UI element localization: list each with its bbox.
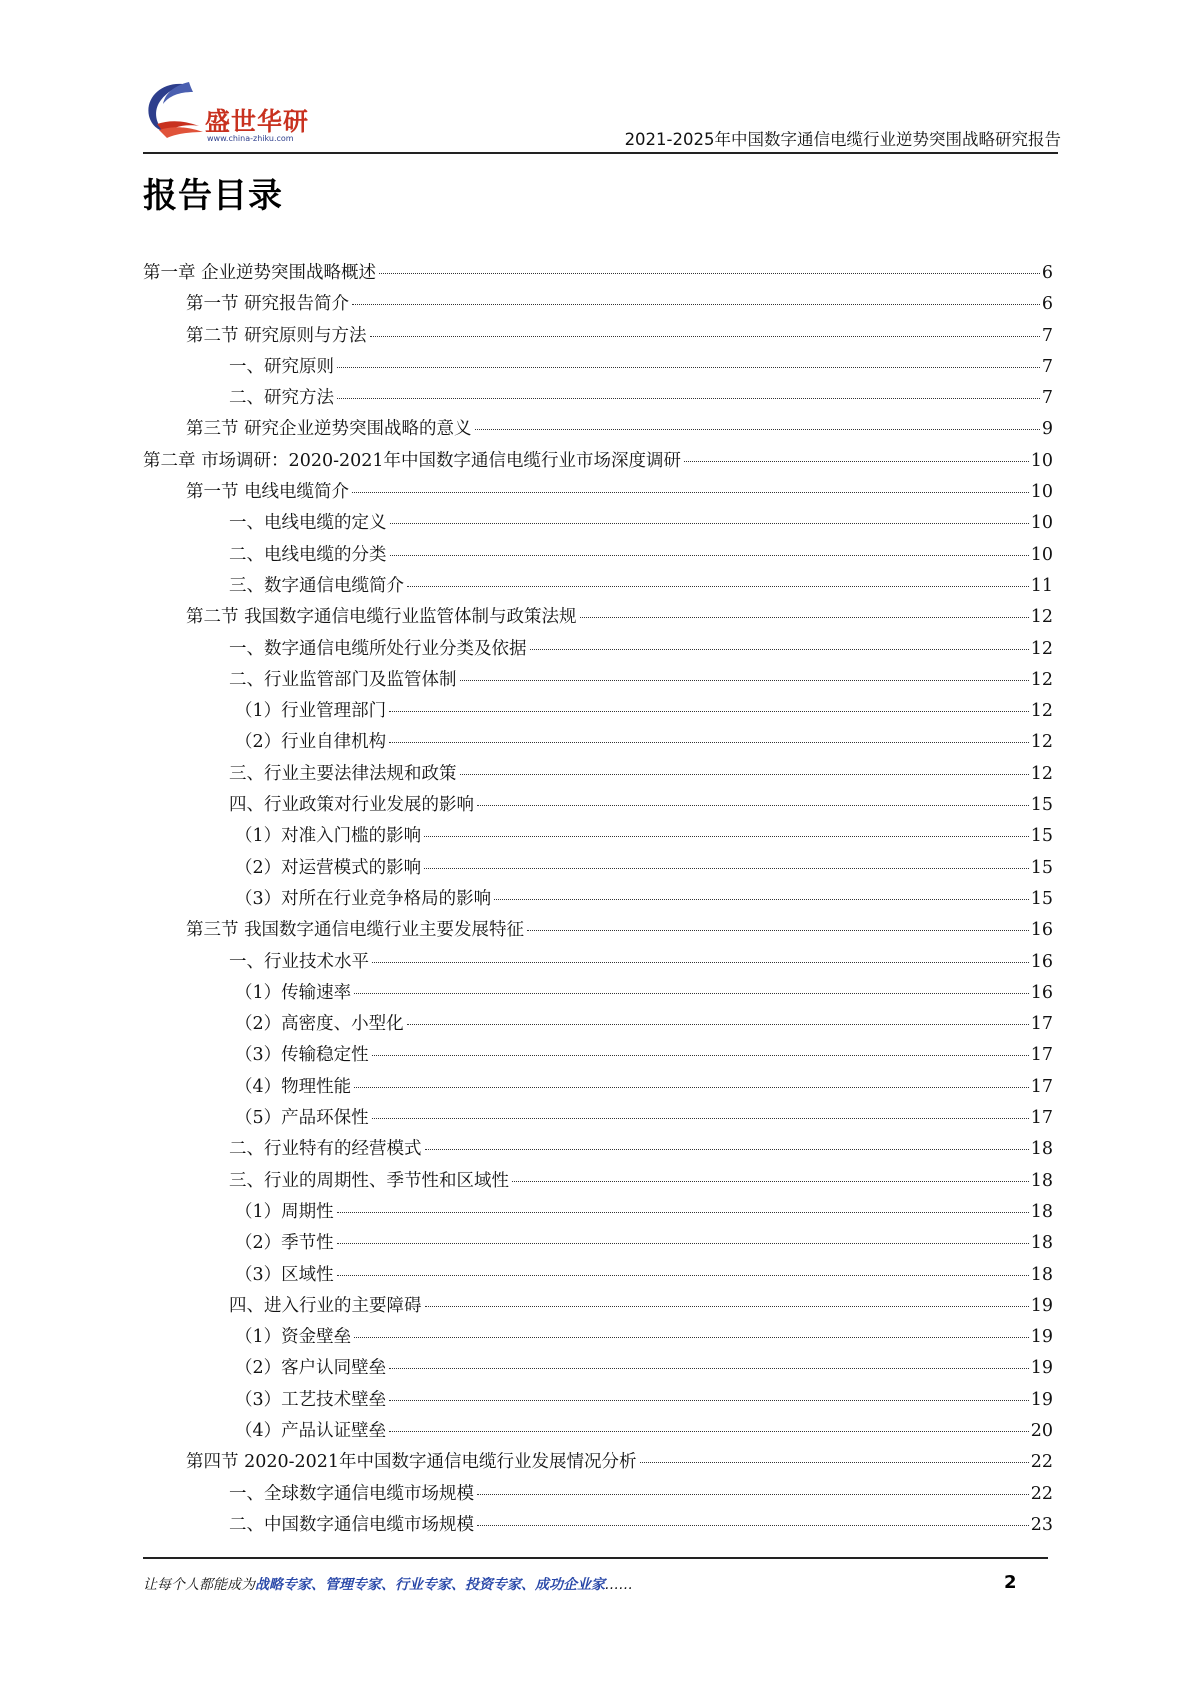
toc-entry[interactable] bbox=[143, 822, 1053, 853]
toc-entry-label: 四、进入行业的主要障碍 bbox=[229, 1295, 422, 1316]
toc-entry-page: 7 bbox=[1041, 388, 1053, 409]
toc-leader-dots bbox=[477, 1524, 1029, 1526]
toc-entry[interactable] bbox=[143, 1261, 1053, 1292]
toc-entry-page: 6 bbox=[1041, 263, 1053, 283]
toc-leader-dots bbox=[372, 1117, 1029, 1119]
toc-entry-label: （2）行业自律机构 bbox=[235, 732, 387, 753]
toc-entry-page: 20 bbox=[1030, 1420, 1053, 1441]
toc-entry-label: （1）行业管理部门 bbox=[235, 701, 387, 722]
toc-entry-label: 二、研究方法 bbox=[229, 388, 334, 409]
toc-entry-page: 16 bbox=[1030, 951, 1053, 972]
toc-leader-dots bbox=[477, 1493, 1029, 1495]
table-of-contents bbox=[143, 259, 1053, 1542]
toc-entry-page: 12 bbox=[1030, 732, 1053, 753]
toc-entry[interactable] bbox=[143, 728, 1053, 759]
toc-leader-dots bbox=[389, 1367, 1029, 1369]
toc-leader-dots bbox=[337, 1274, 1029, 1276]
footer-slogan bbox=[143, 1574, 633, 1594]
toc-entry-page: 18 bbox=[1030, 1233, 1053, 1254]
toc-entry-label: 四、行业政策对行业发展的影响 bbox=[229, 795, 474, 816]
toc-leader-dots bbox=[684, 460, 1029, 462]
toc-entry-page: 15 bbox=[1030, 888, 1053, 909]
toc-entry[interactable] bbox=[143, 791, 1053, 822]
toc-entry-label: （3）对所在行业竞争格局的影响 bbox=[235, 888, 492, 909]
toc-entry-label: 一、行业技术水平 bbox=[229, 951, 369, 972]
toc-leader-dots bbox=[527, 929, 1029, 931]
toc-entry-label: （1）对准入门槛的影响 bbox=[235, 826, 422, 847]
toc-leader-dots bbox=[337, 397, 1040, 399]
toc-entry-page: 10 bbox=[1030, 482, 1053, 503]
toc-entry[interactable] bbox=[143, 447, 1053, 478]
toc-entry-label: （2）高密度、小型化 bbox=[235, 1014, 404, 1035]
toc-entry-label: 第一章 企业逆势突围战略概述 bbox=[143, 263, 377, 283]
toc-entry-page: 10 bbox=[1030, 450, 1053, 471]
toc-entry-label: 一、电线电缆的定义 bbox=[229, 513, 387, 534]
toc-entry-page: 19 bbox=[1030, 1327, 1053, 1348]
toc-entry[interactable] bbox=[143, 979, 1053, 1010]
toc-leader-dots bbox=[390, 554, 1029, 556]
toc-entry-label: （3）区域性 bbox=[235, 1264, 334, 1285]
company-logo bbox=[143, 80, 313, 150]
toc-entry[interactable] bbox=[143, 290, 1053, 321]
toc-entry-page: 12 bbox=[1030, 607, 1053, 628]
toc-entry[interactable] bbox=[143, 259, 1053, 290]
toc-entry-page: 19 bbox=[1030, 1295, 1053, 1316]
toc-entry-label: （1）传输速率 bbox=[235, 982, 352, 1003]
toc-entry-page: 6 bbox=[1041, 294, 1053, 315]
toc-entry[interactable] bbox=[143, 1198, 1053, 1229]
toc-entry[interactable] bbox=[143, 509, 1053, 540]
toc-entry-page: 12 bbox=[1030, 638, 1053, 659]
toc-leader-dots bbox=[370, 335, 1040, 337]
toc-entry-label: 二、行业特有的经营模式 bbox=[229, 1139, 422, 1160]
toc-leader-dots bbox=[512, 1180, 1029, 1182]
toc-entry[interactable] bbox=[143, 322, 1053, 353]
header-divider bbox=[143, 152, 1058, 154]
toc-entry-page: 12 bbox=[1030, 669, 1053, 690]
footer-highlight: 战略专家、管理专家、行业专家、投资专家、成功企业家 bbox=[255, 1577, 605, 1593]
toc-entry[interactable] bbox=[143, 1104, 1053, 1135]
toc-entry-label: 二、行业监管部门及监管体制 bbox=[229, 669, 457, 690]
toc-entry-page: 15 bbox=[1030, 795, 1053, 816]
toc-entry-label: 二、电线电缆的分类 bbox=[229, 544, 387, 565]
toc-entry-label: （5）产品环保性 bbox=[235, 1108, 369, 1129]
toc-entry-page: 22 bbox=[1030, 1483, 1053, 1504]
toc-entry[interactable] bbox=[143, 415, 1053, 446]
toc-entry[interactable] bbox=[143, 854, 1053, 885]
toc-entry[interactable] bbox=[143, 1167, 1053, 1198]
toc-entry-page: 16 bbox=[1030, 920, 1053, 941]
toc-entry-label: 第三节 我国数字通信电缆行业主要发展特征 bbox=[186, 920, 525, 941]
toc-entry-label: 第二节 研究原则与方法 bbox=[186, 325, 367, 346]
toc-entry-page: 10 bbox=[1030, 513, 1053, 534]
toc-entry[interactable] bbox=[143, 1417, 1053, 1448]
toc-leader-dots bbox=[407, 1023, 1029, 1025]
toc-entry-label: 二、中国数字通信电缆市场规模 bbox=[229, 1514, 474, 1535]
toc-entry-page: 17 bbox=[1030, 1014, 1053, 1035]
toc-entry[interactable] bbox=[143, 916, 1053, 947]
toc-leader-dots bbox=[494, 898, 1029, 900]
toc-entry-page: 9 bbox=[1041, 419, 1053, 440]
toc-entry[interactable] bbox=[143, 697, 1053, 728]
toc-leader-dots bbox=[389, 1399, 1029, 1401]
toc-entry-page: 17 bbox=[1030, 1045, 1053, 1066]
toc-entry[interactable] bbox=[143, 478, 1053, 509]
toc-entry-page: 12 bbox=[1030, 701, 1053, 722]
toc-entry[interactable] bbox=[143, 666, 1053, 697]
toc-entry-page: 22 bbox=[1030, 1452, 1053, 1473]
toc-entry-label: 第二章 市场调研：2020-2021年中国数字通信电缆行业市场深度调研 bbox=[143, 450, 682, 471]
logo-name: 盛世华研 bbox=[205, 107, 310, 136]
toc-entry[interactable] bbox=[143, 1448, 1053, 1479]
toc-entry[interactable] bbox=[143, 1323, 1053, 1354]
toc-leader-dots bbox=[425, 1148, 1029, 1150]
toc-entry-label: 一、数字通信电缆所处行业分类及依据 bbox=[229, 638, 527, 659]
toc-entry-label: 第一节 研究报告简介 bbox=[186, 294, 350, 315]
toc-entry-page: 16 bbox=[1030, 982, 1053, 1003]
toc-entry-page: 15 bbox=[1030, 857, 1053, 878]
toc-leader-dots bbox=[337, 1242, 1029, 1244]
toc-entry-label: 第一节 电线电缆简介 bbox=[186, 482, 350, 503]
toc-entry-page: 15 bbox=[1030, 826, 1053, 847]
toc-entry-page: 18 bbox=[1030, 1139, 1053, 1160]
toc-entry-page: 18 bbox=[1030, 1170, 1053, 1191]
toc-entry-label: 一、研究原则 bbox=[229, 356, 334, 377]
toc-leader-dots bbox=[352, 491, 1029, 493]
toc-leader-dots bbox=[424, 867, 1029, 869]
toc-entry-label: （4）产品认证壁垒 bbox=[235, 1420, 387, 1441]
toc-leader-dots bbox=[475, 428, 1040, 430]
toc-leader-dots bbox=[460, 679, 1029, 681]
toc-entry[interactable] bbox=[143, 572, 1053, 603]
footer-suffix: …… bbox=[605, 1577, 633, 1593]
toc-leader-dots bbox=[640, 1461, 1029, 1463]
toc-entry[interactable] bbox=[143, 885, 1053, 916]
toc-entry-label: 第三节 研究企业逆势突围战略的意义 bbox=[186, 419, 472, 440]
toc-entry-label: （2）季节性 bbox=[235, 1233, 334, 1254]
toc-entry-page: 19 bbox=[1030, 1358, 1053, 1379]
toc-entry[interactable] bbox=[143, 635, 1053, 666]
toc-leader-dots bbox=[337, 1211, 1029, 1213]
toc-leader-dots bbox=[580, 616, 1029, 618]
toc-entry[interactable] bbox=[143, 541, 1053, 572]
toc-entry-label: （2）对运营模式的影响 bbox=[235, 857, 422, 878]
footer-divider bbox=[143, 1557, 1048, 1559]
toc-entry-page: 19 bbox=[1030, 1389, 1053, 1410]
toc-leader-dots bbox=[389, 710, 1029, 712]
toc-leader-dots bbox=[354, 1336, 1029, 1338]
toc-entry[interactable] bbox=[143, 760, 1053, 791]
toc-entry-page: 7 bbox=[1041, 325, 1053, 346]
toc-entry[interactable] bbox=[143, 1511, 1053, 1542]
toc-entry-label: 三、行业主要法律法规和政策 bbox=[229, 763, 457, 784]
toc-entry[interactable] bbox=[143, 1010, 1053, 1041]
toc-entry-label: （1）周期性 bbox=[235, 1201, 334, 1222]
toc-entry-label: 三、数字通信电缆简介 bbox=[229, 575, 404, 596]
toc-entry[interactable] bbox=[143, 1480, 1053, 1511]
toc-entry[interactable] bbox=[143, 603, 1053, 634]
toc-entry-page: 12 bbox=[1030, 763, 1053, 784]
toc-leader-dots bbox=[372, 1054, 1029, 1056]
toc-leader-dots bbox=[389, 1430, 1029, 1432]
toc-entry[interactable] bbox=[143, 1041, 1053, 1072]
toc-entry-label: （4）物理性能 bbox=[235, 1076, 352, 1097]
toc-entry-page: 11 bbox=[1030, 575, 1053, 596]
toc-entry-label: 一、全球数字通信电缆市场规模 bbox=[229, 1483, 474, 1504]
toc-entry-page: 17 bbox=[1030, 1076, 1053, 1097]
footer-prefix: 让每个人都能成为 bbox=[143, 1577, 255, 1593]
toc-leader-dots bbox=[372, 961, 1029, 963]
logo-emblem-icon bbox=[143, 80, 213, 140]
toc-entry[interactable] bbox=[143, 1386, 1053, 1417]
toc-leader-dots bbox=[389, 741, 1029, 743]
toc-leader-dots bbox=[379, 272, 1040, 274]
toc-leader-dots bbox=[354, 992, 1029, 994]
toc-entry-label: （3）工艺技术壁垒 bbox=[235, 1389, 387, 1410]
toc-entry-page: 10 bbox=[1030, 544, 1053, 565]
toc-entry-label: 三、行业的周期性、季节性和区域性 bbox=[229, 1170, 509, 1191]
page-number: 2 bbox=[1004, 1572, 1017, 1593]
toc-entry[interactable] bbox=[143, 384, 1053, 415]
toc-entry[interactable] bbox=[143, 1135, 1053, 1166]
toc-entry-label: 第四节 2020-2021年中国数字通信电缆行业发展情况分析 bbox=[186, 1452, 637, 1473]
toc-leader-dots bbox=[354, 1086, 1029, 1088]
toc-leader-dots bbox=[425, 1305, 1029, 1307]
toc-entry-label: 第二节 我国数字通信电缆行业监管体制与政策法规 bbox=[186, 607, 577, 628]
toc-leader-dots bbox=[530, 648, 1029, 650]
toc-entry[interactable] bbox=[143, 948, 1053, 979]
toc-entry[interactable] bbox=[143, 1354, 1053, 1385]
toc-entry-page: 17 bbox=[1030, 1108, 1053, 1129]
toc-entry-page: 18 bbox=[1030, 1264, 1053, 1285]
toc-leader-dots bbox=[352, 303, 1040, 305]
toc-entry-label: （1）资金壁垒 bbox=[235, 1327, 352, 1348]
toc-entry-label: （3）传输稳定性 bbox=[235, 1045, 369, 1066]
toc-leader-dots bbox=[407, 585, 1029, 587]
toc-entry-page: 18 bbox=[1030, 1201, 1053, 1222]
toc-leader-dots bbox=[337, 366, 1040, 368]
toc-leader-dots bbox=[460, 773, 1029, 775]
toc-leader-dots bbox=[424, 835, 1029, 837]
toc-entry-label: （2）客户认同壁垒 bbox=[235, 1358, 387, 1379]
report-title: 2021-2025年中国数字通信电缆行业逆势突围战略研究报告 bbox=[624, 130, 1061, 149]
toc-entry[interactable] bbox=[143, 1073, 1053, 1104]
toc-entry[interactable] bbox=[143, 353, 1053, 384]
toc-leader-dots bbox=[390, 522, 1029, 524]
page-title: 报告目录 bbox=[143, 176, 283, 216]
toc-entry[interactable] bbox=[143, 1292, 1053, 1323]
toc-entry[interactable] bbox=[143, 1229, 1053, 1260]
toc-entry-page: 7 bbox=[1041, 356, 1053, 377]
logo-url: www.china-zhiku.com bbox=[207, 134, 294, 143]
toc-entry-page: 23 bbox=[1030, 1514, 1053, 1535]
toc-leader-dots bbox=[477, 804, 1029, 806]
